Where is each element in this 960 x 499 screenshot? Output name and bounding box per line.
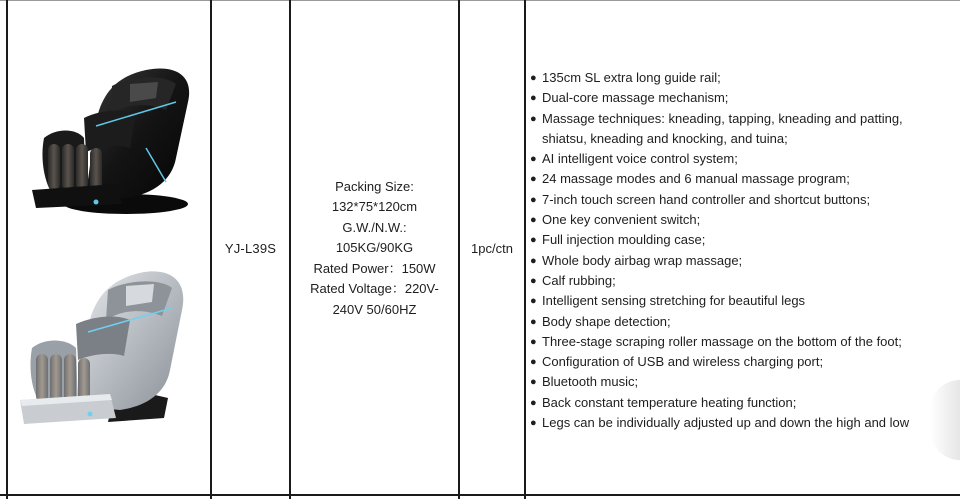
rated-voltage: Rated Voltage：220V-	[310, 281, 439, 297]
bullet-icon: ●	[530, 376, 537, 389]
feature-item	[530, 352, 950, 372]
bullet-icon: ●	[530, 417, 537, 430]
feature-item	[530, 210, 950, 230]
column-divider	[524, 0, 526, 499]
feature-text: 24 massage modes and 6 manual massage program;	[542, 171, 850, 187]
feature-text: 7-inch touch screen hand controller and shortcut buttons;	[542, 191, 871, 207]
packing-size-value: 132*75*120cm	[331, 199, 418, 215]
feature-text: AI intelligent voice control system;	[542, 151, 738, 167]
feature-text: Whole body airbag wrap massage;	[542, 252, 743, 268]
feature-text: One key convenient switch;	[542, 212, 701, 228]
feature-item	[530, 332, 950, 352]
feature-item	[530, 149, 950, 169]
rated-voltage-cont: 240V 50/60HZ	[332, 301, 417, 317]
feature-item	[530, 393, 950, 413]
feature-text: Dual-core massage mechanism;	[542, 90, 729, 106]
feature-text: Body shape detection;	[542, 313, 671, 329]
bullet-icon: ●	[530, 173, 537, 186]
feature-item	[530, 88, 950, 108]
bullet-icon: ●	[530, 254, 537, 267]
bullet-icon: ●	[530, 274, 537, 287]
quantity-value: 1pc/ctn	[471, 241, 513, 256]
page-edge-shadow	[930, 380, 960, 460]
feature-item	[530, 251, 950, 271]
weight-label: G.W./N.W.:	[342, 219, 407, 235]
feature-item	[530, 372, 950, 392]
feature-list	[530, 68, 950, 433]
feature-text: Intelligent sensing stretching for beautiful legs	[542, 293, 806, 309]
bullet-icon: ●	[530, 234, 537, 247]
bullet-icon: ●	[530, 72, 537, 84]
feature-item	[530, 190, 950, 210]
feature-item	[530, 271, 950, 291]
model-number: YJ-L39S	[224, 241, 277, 256]
packing-size-label: Packing Size:	[335, 178, 414, 194]
feature-item	[530, 291, 950, 311]
feature-text: Three-stage scraping roller massage on the bottom of the foot;	[542, 333, 902, 349]
massage-chair-silver-icon	[16, 266, 192, 438]
feature-text: Bluetooth music;	[542, 374, 639, 390]
feature-item	[530, 312, 950, 332]
bullet-icon: ●	[530, 193, 537, 206]
feature-text: 135cm SL extra long guide rail;	[542, 70, 721, 85]
bullet-icon: ●	[530, 295, 537, 308]
model-cell	[212, 2, 289, 495]
packing-cell	[291, 0, 458, 499]
feature-text: Legs can be individually adjusted up and down the high and low	[542, 415, 910, 431]
bullet-icon: ●	[530, 92, 537, 105]
packing-info	[310, 177, 439, 321]
column-divider	[6, 0, 8, 499]
bullet-icon: ●	[530, 335, 537, 348]
table-top-border	[0, 0, 960, 1]
bullet-icon: ●	[530, 112, 537, 125]
quantity-cell	[460, 2, 524, 495]
bullet-icon: ●	[530, 214, 537, 227]
feature-text: Configuration of USB and wireless charging port;	[542, 354, 824, 370]
rated-power: Rated Power：150W	[313, 260, 436, 276]
feature-item	[530, 68, 950, 88]
feature-item	[530, 169, 950, 189]
feature-item	[530, 109, 950, 150]
bullet-icon: ●	[530, 356, 537, 369]
feature-text: Full injection moulding case;	[542, 232, 706, 248]
weight-value: 105KG/90KG	[335, 240, 414, 256]
feature-text: Massage techniques: kneading, tapping, kneading and patting, shiatsu, kneading and knocking, and tuina;	[542, 110, 903, 146]
bullet-icon: ●	[530, 153, 537, 166]
bullet-icon: ●	[530, 315, 537, 328]
feature-text: Back constant temperature heating function;	[542, 394, 797, 410]
feature-text: Calf rubbing;	[542, 272, 616, 288]
feature-item	[530, 413, 950, 433]
massage-chair-black-icon	[26, 62, 198, 222]
feature-item	[530, 230, 950, 250]
bullet-icon: ●	[530, 396, 537, 409]
